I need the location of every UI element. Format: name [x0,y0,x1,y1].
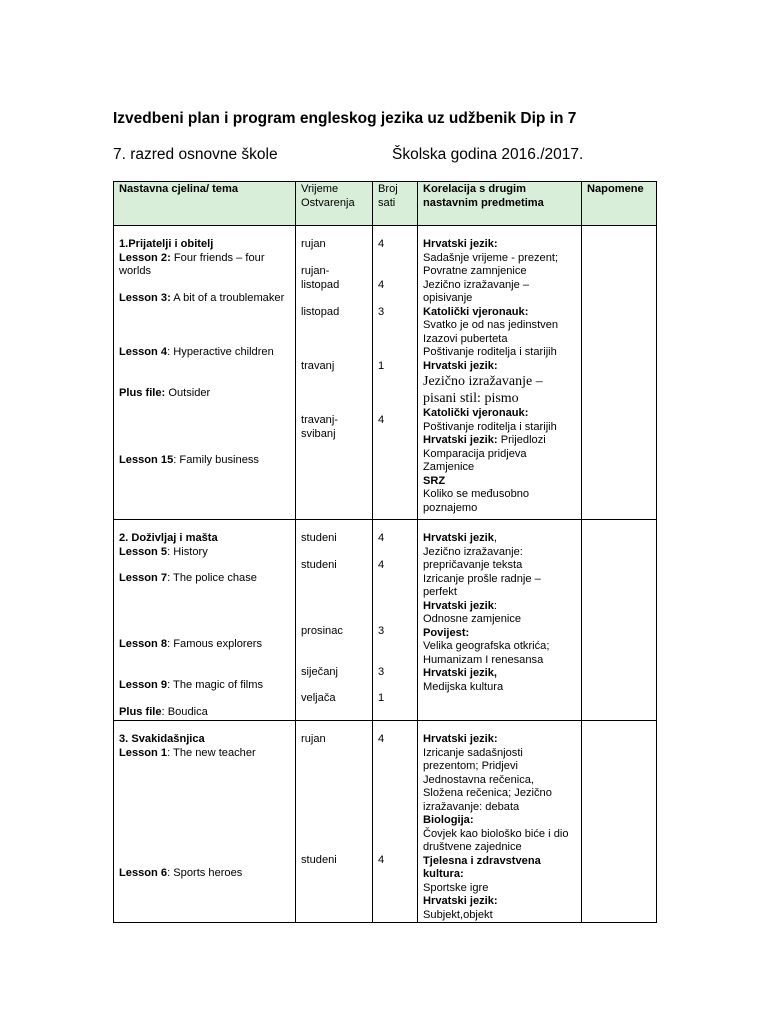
correlation-cell: Hrvatski jezik, Jezično izražavanje: prepričavanje teksta Izricanje prošle radnje – perfekt Hrvatski jezik: Odnosne zamjenice Povijest: Velika geografska otkrića; Humanizam I renesansa Hrvatski jezik, Medijska kultura [418,520,582,721]
header-notes: Napomene [582,182,657,226]
lesson-item: Lesson 9: The magic of films [119,679,264,691]
theme-title: 2. Doživljaj i mašta [119,532,218,544]
header-theme: Nastavna cjelina/ tema [114,182,296,226]
lesson-item: Lesson 4: Hyperactive children [119,346,274,358]
table-row [114,520,657,721]
header-hours: Broj sati [373,182,418,226]
lesson-item: Plus file: Boudica [119,706,208,718]
document-title: Izvedbeni plan i program engleskog jezika uz udžbenik Dip in 7 [113,110,577,127]
table-row [114,226,657,520]
correlation-cell: Hrvatski jezik: Sadašnje vrijeme - prezent; Povratne zamnjenice Jezično izražavanje – opisivanje Katolički vjeronauk: Svatko je od nas jedinstven Izazovi puberteta Poštivanje roditelja i starijih Hrvatski jezik: Jezično izražavanje – pisani stil: pismo Katolički vjeronauk: Poštivanje roditelja i starijih Hrvatski jezik: Prijedlozi Komparacija pridjeva Zamjenice SRZ Koliko se međusobno poznajemo [418,226,582,520]
notes-cell [582,520,657,721]
theme-title: 3. Svakidašnjica [119,733,205,745]
hours-cell: 4 4 3 1 4 [373,226,418,520]
time-cell: rujan studeni [296,721,373,923]
lesson-item: Plus file: Outsider [119,387,211,399]
time-cell: studeni studeni prosinac siječanj veljača [296,520,373,721]
lesson-item: Lesson 3: A bit of a troublemaker [119,292,285,304]
theme-cell [114,226,296,520]
header-correlation: Korelacija s drugim nastavnim predmetima [418,182,582,226]
time-cell: rujan rujan-listopad listopad travanj travanj-svibanj [296,226,373,520]
lesson-item: Lesson 8: Famous explorers [119,638,263,650]
theme-cell [114,520,296,721]
hours-cell: 4 4 [373,721,418,923]
notes-cell [582,721,657,923]
lesson-item: Lesson 2: Four friends – four worlds [119,251,265,277]
hours-cell: 4 4 3 3 1 [373,520,418,721]
header-time: Vrijeme Ostvarenja [296,182,373,226]
correlation-cell: Hrvatski jezik: Izricanje sadašnjosti prezentom; Pridjevi Jednostavna rečenica, Složena rečenica; Jezično izražavanje: debata Biologija: Čovjek kao biološko biće i dio društvene zajednice Tjelesna i zdravstvena kultura: Sportske igre Hrvatski jezik: Subjekt,objekt [418,721,582,923]
lesson-item: Lesson 5: History [119,545,208,558]
school-year-label: Školska godina 2016./2017. [392,146,584,163]
lesson-item: Lesson 15: Family business [119,454,259,466]
lesson-item: Lesson 6: Sports heroes [119,867,243,879]
theme-title: 1.Prijatelji i obitelj [119,238,214,250]
lesson-item: Lesson 1: The new teacher [119,746,256,759]
table-row [114,721,657,923]
grade-label: 7. razred osnovne škole [113,146,278,163]
theme-cell [114,721,296,923]
table-header-row [114,182,657,226]
notes-cell [582,226,657,520]
plan-table [113,181,657,923]
lesson-item: Lesson 7: The police chase [119,572,257,584]
